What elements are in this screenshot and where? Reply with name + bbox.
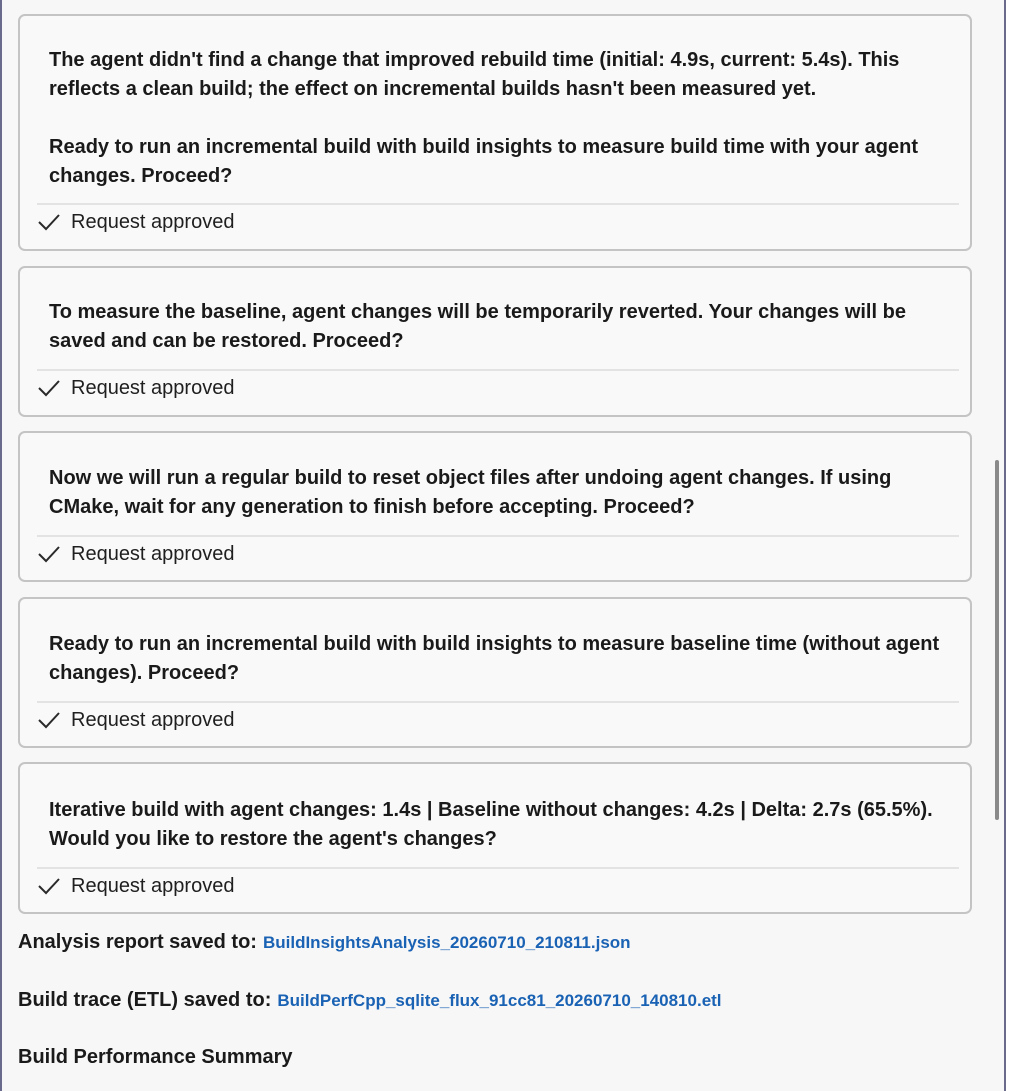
approval-status-label: Request approved <box>71 210 235 233</box>
approval-status-label: Request approved <box>71 376 235 399</box>
approval-card <box>18 597 972 748</box>
approval-card <box>18 762 972 914</box>
approval-status <box>37 208 234 236</box>
build-performance-summary-heading: Build Performance Summary <box>18 1046 293 1068</box>
approval-status <box>37 872 234 900</box>
approval-status <box>37 540 234 568</box>
approval-card <box>18 266 972 417</box>
build-trace-link[interactable]: BuildPerfCpp_sqlite_flux_91cc81_20260710_140810.etl <box>277 991 722 1010</box>
build-trace-label: Build trace (ETL) saved to: <box>18 989 272 1011</box>
card-divider <box>37 701 959 703</box>
approval-message: Now we will run a regular build to reset object files after undoing agent changes. If using CMake, wait for any generation to finish before accepting. Proceed? <box>49 467 897 518</box>
checkmark-icon <box>37 710 61 730</box>
approval-message: The agent didn't find a change that improved rebuild time (initial: 4.9s, current: 5.4s). This reflects a clean build; the effect on incremental builds hasn't been measured yet. Ready to run an incremental build with build insights to measure build time with your agent changes. Proceed? <box>49 49 918 187</box>
approval-status <box>37 374 234 402</box>
analysis-report-line <box>18 931 631 954</box>
checkmark-icon <box>37 876 61 896</box>
card-divider <box>37 535 959 537</box>
analysis-report-link[interactable]: BuildInsightsAnalysis_20260710_210811.json <box>262 933 631 952</box>
approval-status <box>37 706 234 734</box>
analysis-report-label: Analysis report saved to: <box>18 931 257 953</box>
approval-message: Iterative build with agent changes: 1.4s | Baseline without changes: 4.2s | Delta: 2.7s (65.5%). Would you like to restore the agent's changes? <box>49 799 939 850</box>
checkmark-icon <box>37 378 61 398</box>
card-divider <box>37 867 959 869</box>
card-divider <box>37 203 959 205</box>
approval-card <box>18 431 972 582</box>
build-trace-line <box>18 989 722 1012</box>
approval-status-label: Request approved <box>71 874 235 897</box>
approval-status-label: Request approved <box>71 708 235 731</box>
approval-message: To measure the baseline, agent changes will be temporarily reverted. Your changes will be saved and can be restored. Proceed? <box>49 301 912 352</box>
approval-status-label: Request approved <box>71 542 235 565</box>
vertical-scrollbar[interactable] <box>995 460 999 820</box>
card-divider <box>37 369 959 371</box>
approval-message: Ready to run an incremental build with build insights to measure baseline time (without agent changes). Proceed? <box>49 633 945 684</box>
checkmark-icon <box>37 544 61 564</box>
checkmark-icon <box>37 212 61 232</box>
approval-card <box>18 14 972 251</box>
